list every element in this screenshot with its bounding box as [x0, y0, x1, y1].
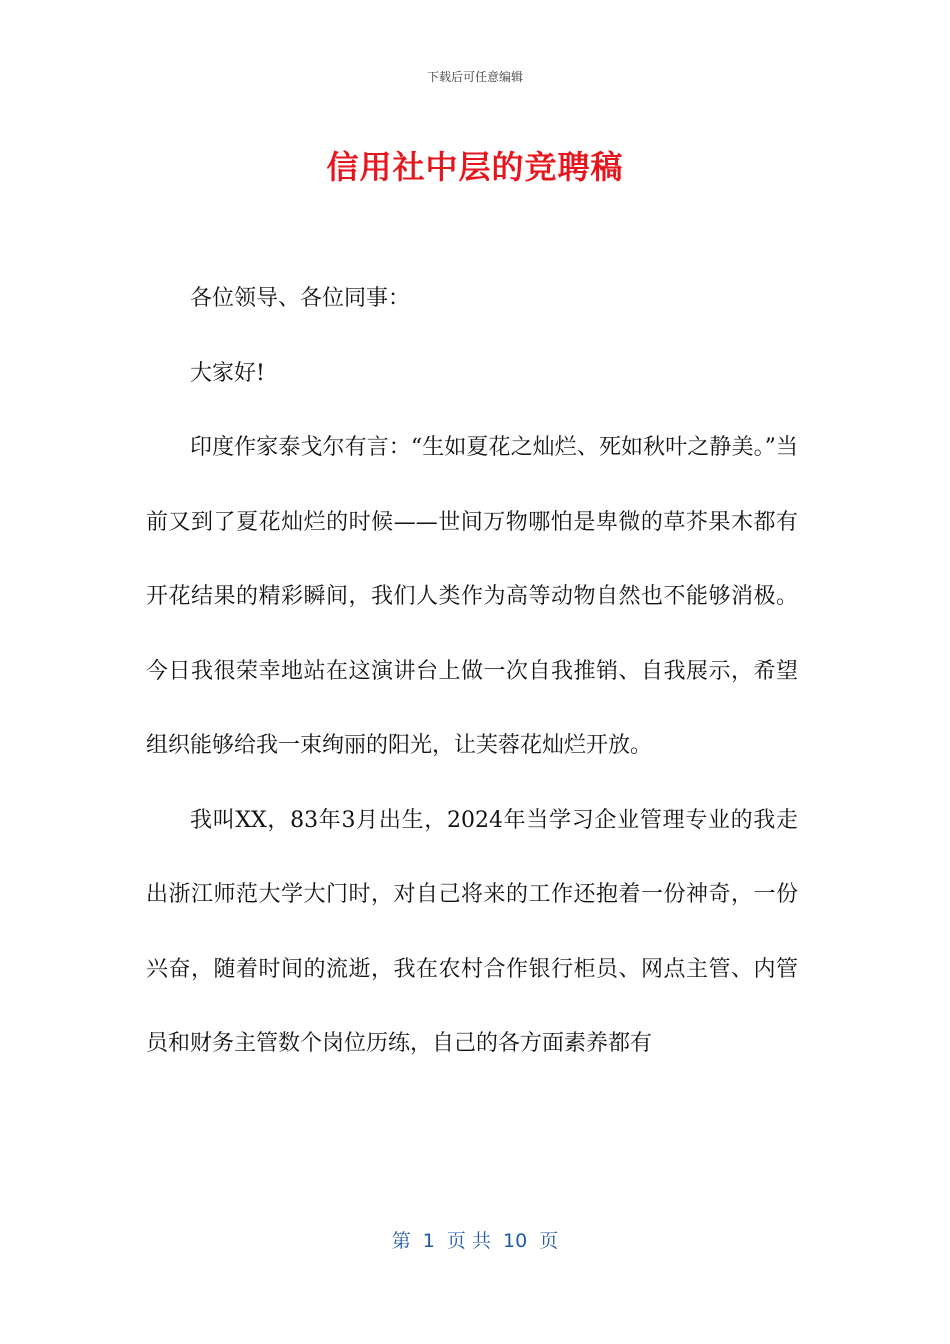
- header-note: 下载后可任意编辑: [426, 70, 523, 84]
- paragraph-salutation: 各位领导、各位同事：: [190, 286, 411, 311]
- document-body: [146, 262, 798, 1082]
- paragraph-intro: 印度作家泰戈尔有言：“生如夏花之灿烂、死如秋叶之静美。”当前又到了夏花灿烂的时候——世间万物哪怕是卑微的草芥果木都有开花结果的精彩瞬间，我们人类作为高等动物自然也不能够消极。今日我很荣幸地站在这演讲台上做一次自我推销、自我展示，希望组织能够给我一束绚丽的阳光，让芙蓉花灿烂开放。: [146, 435, 798, 758]
- paragraph-greeting: 大家好!: [190, 360, 265, 386]
- document-title: 信用社中层的竞聘稿: [326, 148, 624, 186]
- page-number-footer: 第 1 页 共 10 页: [391, 1230, 559, 1252]
- paragraph-self-introduction: 我叫XX，83年3月出生，2024年当学习企业管理专业的我走出浙江师范大学大门时，对自己将来的工作还抱着一份神奇，一份兴奋，随着时间的流逝，我在农村合作银行柜员、网点主管、内管员和财务主管数个岗位历练，自己的各方面素养都有: [146, 807, 798, 1056]
